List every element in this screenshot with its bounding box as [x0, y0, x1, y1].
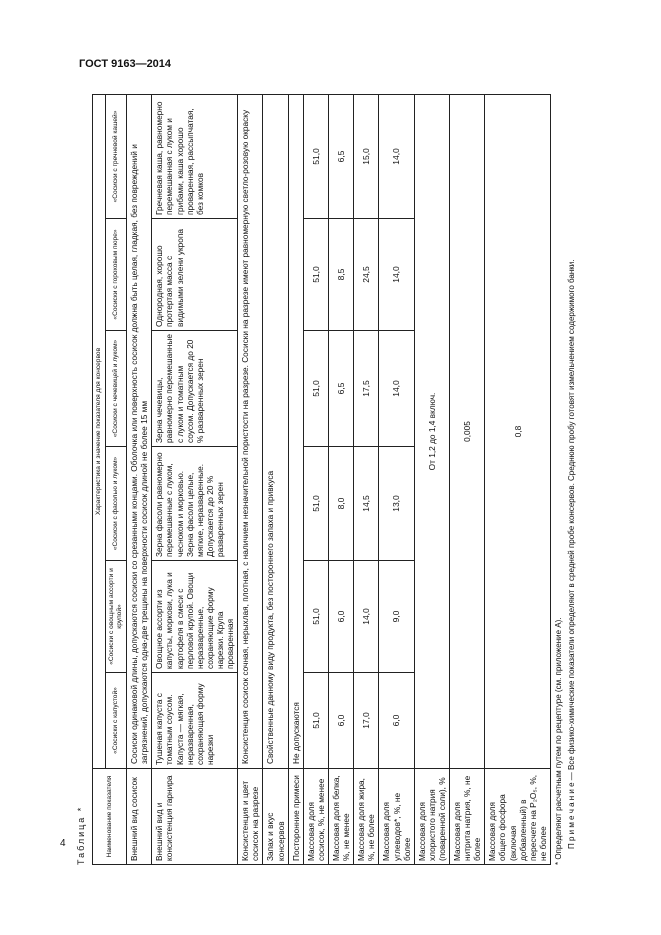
cell-value: 51,0 [303, 219, 328, 331]
table-row [485, 94, 551, 864]
table-row [328, 94, 353, 864]
product-header: «Сосиски с чечевицей и луком» [106, 331, 127, 447]
cell-value: 6,0 [328, 673, 353, 769]
cell-value: Гречневая каша, равномерно перемешанная с луком и грибами, каша хорошо проваренная, рассыпчатая, без комков [152, 94, 238, 218]
row-name: Массовая доля хлористого натрия (поваренной соли), % [414, 769, 449, 865]
cell-value: 8,0 [328, 447, 353, 561]
table-row [288, 94, 303, 864]
cell-value: 9,0 [379, 561, 414, 673]
product-header: «Сосиски с фасолью и луком» [106, 447, 127, 561]
row-value: Не допускаются [288, 94, 303, 768]
row-name: Массовая доля общего фосфора (включая добавленный) в пересчете на P₂O₅, %, не более [485, 769, 551, 865]
cell-value: 14,0 [379, 219, 414, 331]
table-row [414, 94, 449, 864]
table-caption: Таблица * [76, 805, 86, 865]
cell-value: 6,5 [328, 331, 353, 447]
cell-value: Зерна чечевицы, равномерно перемешанные с луком и томатным соусом. Допускается до 20 % разваренных зерен [152, 331, 238, 447]
header-row-2 [106, 94, 127, 864]
cell-value: 51,0 [303, 561, 328, 673]
cell-value: 51,0 [303, 331, 328, 447]
table-row [238, 94, 263, 864]
table-row [303, 94, 328, 864]
cell-value: 8,5 [328, 219, 353, 331]
cell-value: 15,0 [354, 94, 379, 218]
product-header: «Сосиски с гороховым пюре» [106, 219, 127, 331]
row-name: Массовая доля углеводов*, %, не более [379, 769, 414, 865]
row-value: От 1,2 до 1,4 включ. [414, 94, 449, 768]
row-value: Свойственные данному виду продукта, без постороннего запаха и привкуса [263, 94, 288, 768]
cell-value: 51,0 [303, 447, 328, 561]
row-value: Сосиски одинаковой длины, допускаются сосиски со срезанными концами. Оболочка или поверхность сосисок должна быть целая, гладкая, без повреждений и загрязнений, допускаются одна-две трещины на поверхности сосисок длиной не более 15 мм [127, 94, 152, 768]
row-name: Консистенция и цвет сосисок на разрезе [238, 769, 263, 865]
cell-value: 6,5 [328, 94, 353, 218]
header-row-1 [93, 94, 106, 864]
row-name: Массовая доля нитрита натрия, %, не более [450, 769, 485, 865]
col-name-header: Наименование показателя [93, 769, 127, 865]
page-number: 4 [60, 838, 66, 849]
group-header: Характеристика и значение показателя для консервов [93, 94, 106, 768]
rotated-table-block [76, 95, 576, 865]
footnote: * Определяют расчетным путем по рецептуре (см. приложение А). [554, 617, 564, 865]
product-header: «Сосиски с капустой» [106, 673, 127, 769]
cell-value: Овощное ассорти из капусты, моркови, лука и картофеля в смеси с перловой крупой. Овощи неразваренные, сохраняющие форму нарезки. Крупа проваренная [152, 561, 238, 673]
product-header: «Сосиски с овощным ассорти и крупой» [106, 561, 127, 673]
table-row [379, 94, 414, 864]
table-row [127, 94, 152, 864]
cell-value: 14,0 [379, 94, 414, 218]
row-value: Консистенция сосисок сочная, нерыхлая, плотная, с наличием незначительной пористости на разрезе. Сосиски на разрезе имеют равномерную светло-розовую окраску [238, 94, 263, 768]
row-name: Массовая доля жира, %, не более [354, 769, 379, 865]
row-name: Массовая доля сосисок, %, не менее [303, 769, 328, 865]
cell-value: 17,5 [354, 331, 379, 447]
row-name: Запах и вкус консервов [263, 769, 288, 865]
row-name: Внешний вид сосисок [127, 769, 152, 865]
cell-value: 6,0 [379, 673, 414, 769]
table-row [450, 94, 485, 864]
cell-value: Тушеная капуста с томатным соусом. Капуста — мягкая, неразваренная, сохраняющая форму нарезки [152, 673, 238, 769]
table-row [263, 94, 288, 864]
table-row [354, 94, 379, 864]
cell-value: Однородная, хорошо протертая масса с видимыми зелени укропа [152, 219, 238, 331]
cell-value: 6,0 [328, 561, 353, 673]
row-name: Посторонние примеси [288, 769, 303, 865]
cell-value: 51,0 [303, 94, 328, 218]
requirements-table [92, 94, 551, 865]
row-value: 0,005 [450, 94, 485, 768]
cell-value: Зерна фасоли равномерно перемешанные с луком, чесноком и морковью. Зерна фасоли целые, мягкие, неразваренные. Допускается до 20 % разваренных зерен [152, 447, 238, 561]
cell-value: 14,0 [379, 331, 414, 447]
table-note: П р и м е ч а н и е — Все физико-химические показатели определяют в средней пробе консервов. Среднюю пробу готовят измельчением содержимого банки. [566, 259, 576, 849]
row-name: Внешний вид и консистенция гарнира [152, 769, 238, 865]
cell-value: 14,0 [354, 561, 379, 673]
row-name: Массовая доля белка, %, не менее [328, 769, 353, 865]
table-row [152, 94, 238, 864]
cell-value: 51,0 [303, 673, 328, 769]
document-header: ГОСТ 9163—2014 [79, 58, 172, 70]
cell-value: 13,0 [379, 447, 414, 561]
cell-value: 17,0 [354, 673, 379, 769]
cell-value: 24,5 [354, 219, 379, 331]
cell-value: 14,5 [354, 447, 379, 561]
product-header: «Сосиски с гречневой кашей» [106, 94, 127, 218]
row-value: 0,8 [485, 94, 551, 768]
table-footnotes [554, 95, 577, 865]
